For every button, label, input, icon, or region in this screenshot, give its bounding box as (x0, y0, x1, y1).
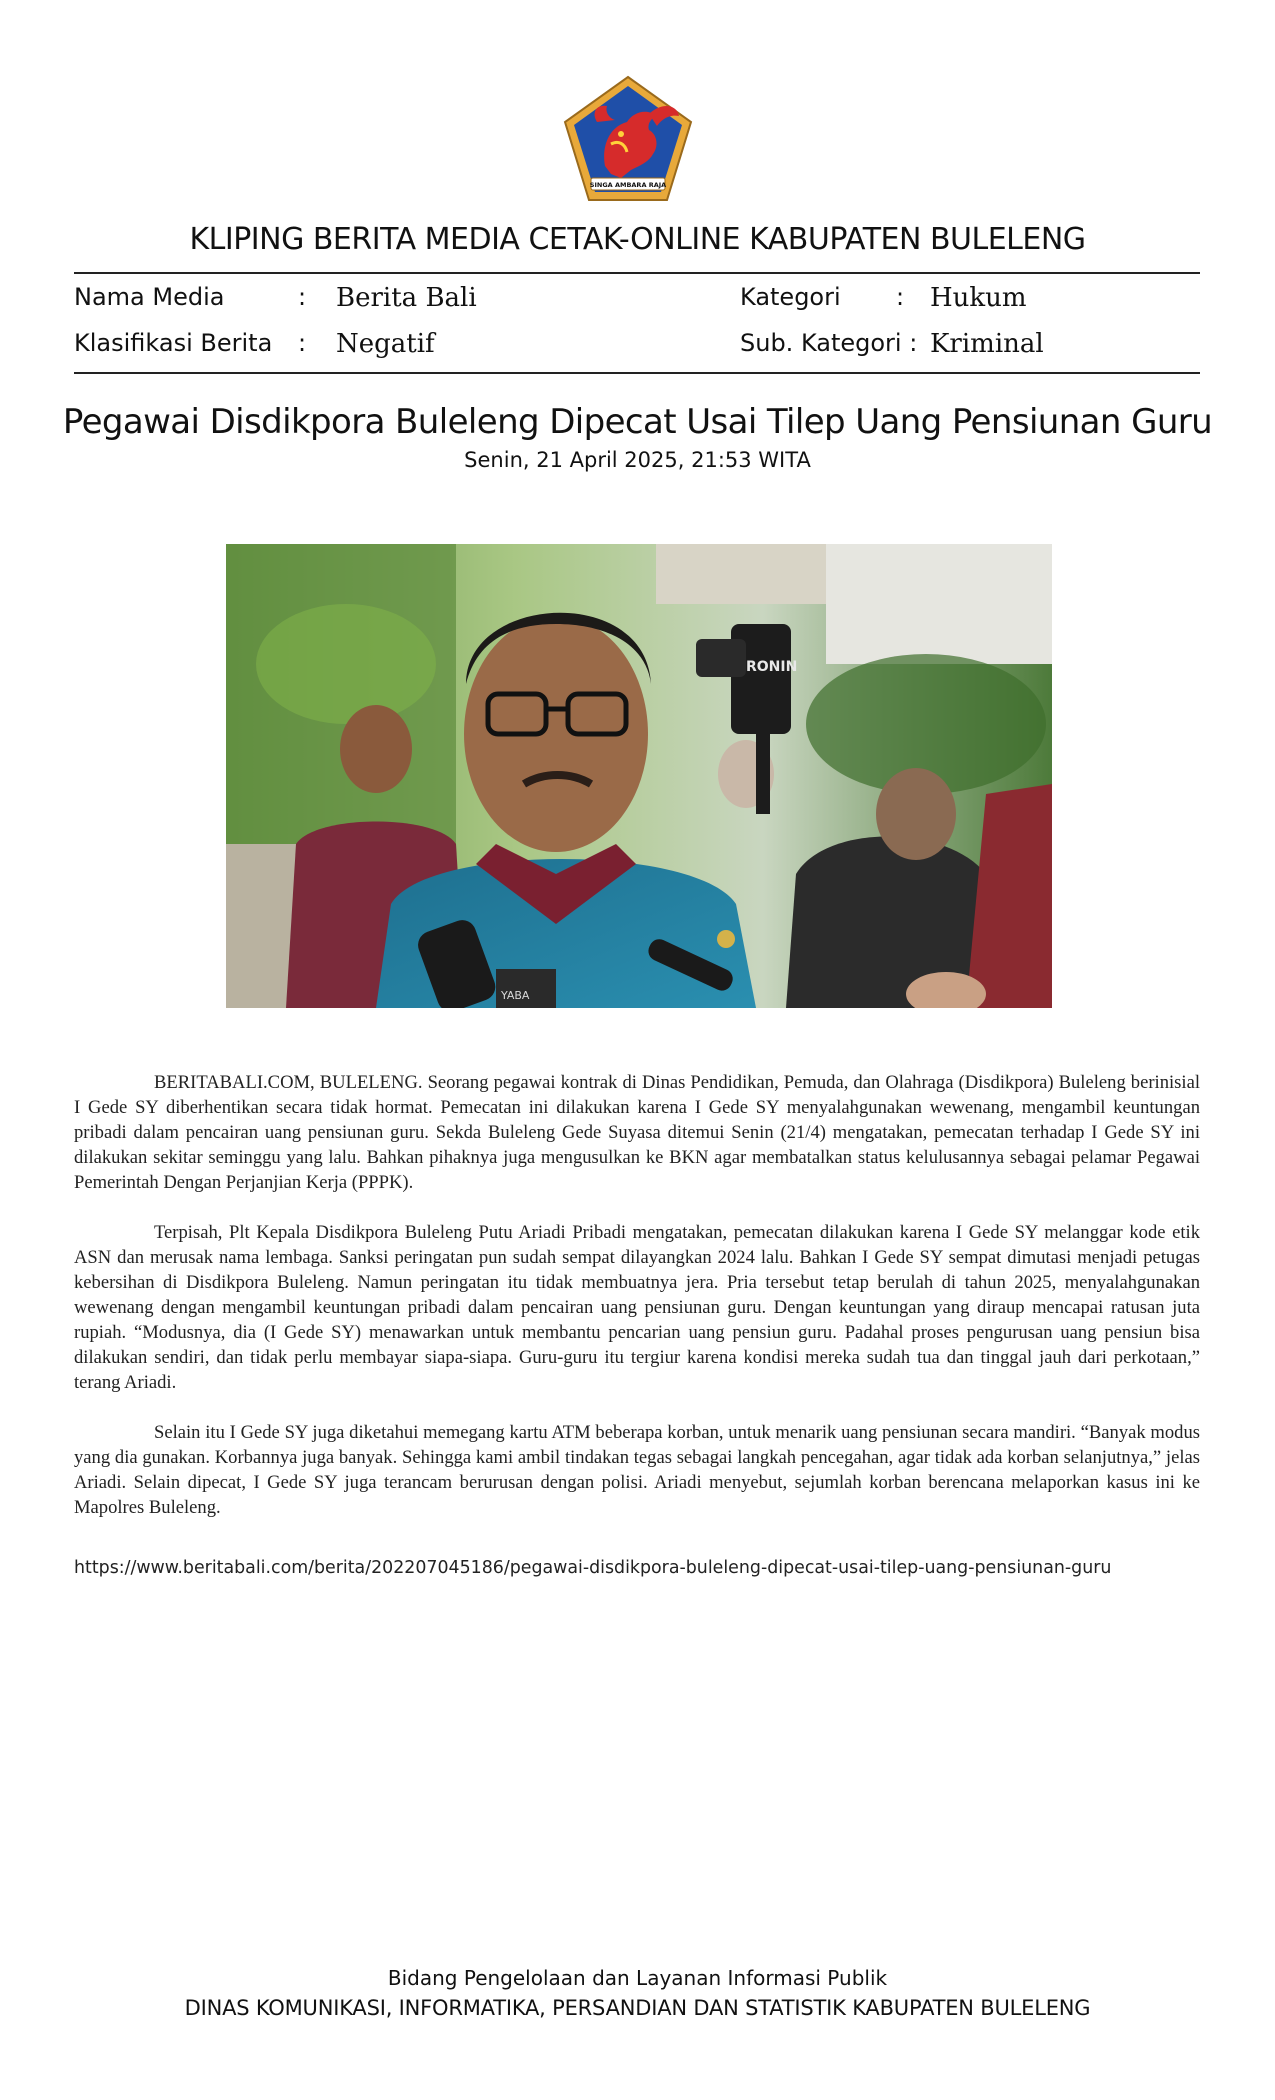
logo-motto: SINGA AMBARA RAJA (589, 181, 667, 189)
source-url-link[interactable]: https://www.beritabali.com/berita/202207045186/pegawai-disdikpora-buleleng-dipecat-usai-tilep-uang-pensiunan-guru (74, 1558, 1112, 1578)
clipping-header-title: KLIPING BERITA MEDIA CETAK-ONLINE KABUPATEN BULELENG (189, 222, 1086, 257)
header-bottom-divider (74, 372, 1200, 374)
singa-ambara-raja-emblem-icon (561, 74, 695, 204)
mic-name-tag: YABA (501, 989, 530, 1002)
article-body (74, 1070, 1200, 1545)
camera-brand-text: RONIN (746, 659, 798, 675)
kategori-colon: : (896, 283, 905, 311)
article-photo (226, 544, 1052, 1008)
header-top-divider (74, 272, 1200, 274)
article-paragraph: Selain itu I Gede SY juga diketahui memegang kartu ATM beberapa korban, untuk menarik uang pensiunan secara mandiri. “Banyak modus yang dia gunakan. Korbannya juga banyak. Sehingga kami ambil tindakan tegas sebagai langkah pencegahan, agar tidak ada korban selanjutnya,” jelas Ariadi. Selain dipecat, I Gede SY juga terancam berurusan dengan polisi. Ariadi menyebut, sejumlah korban berencana melaporkan kasus ini ke Mapolres Buleleng. (74, 1422, 1200, 1518)
subkategori-value: Kriminal (930, 329, 1044, 359)
klasifikasi-value: Negatif (336, 329, 435, 359)
kategori-value: Hukum (930, 283, 1027, 313)
media-colon: : (298, 283, 307, 311)
kategori-label: Kategori (740, 283, 841, 311)
article-paragraph: BERITABALI.COM, BULELENG. Seorang pegawai kontrak di Dinas Pendidikan, Pemuda, dan Olahraga (Disdikpora) Buleleng berinisial I Gede SY diberhentikan secara tidak hormat. Pemecatan ini dilakukan karena I Gede SY menyalahgunakan wewenang, mengambil keuntungan pribadi dalam pencairan uang pensiunan guru. Sekda Buleleng Gede Suyasa ditemui Senin (21/4) mengatakan, pemecatan terhadap I Gede SY ini dilakukan sekitar seminggu yang lalu. Bahkan pihaknya juga mengusulkan ke BKN agar membatalkan status kelulusannya sebagai pelamar Pegawai Pemerintah Dengan Perjanjian Kerja (PPPK). (74, 1072, 1200, 1193)
klasifikasi-colon: : (298, 329, 307, 357)
klasifikasi-label: Klasifikasi Berita (74, 329, 273, 357)
regency-logo (561, 74, 695, 204)
press-interview-photo (226, 544, 1052, 1008)
subkategori-label: Sub. Kategori : (740, 329, 918, 357)
footer-department: Bidang Pengelolaan dan Layanan Informasi Publik (387, 1966, 888, 1990)
article-date: Senin, 21 April 2025, 21:53 WITA (464, 448, 811, 472)
article-paragraph: Terpisah, Plt Kepala Disdikpora Buleleng Putu Ariadi Pribadi mengatakan, pemecatan dilakukan karena I Gede SY melanggar kode etik ASN dan merusak nama lembaga. Sanksi peringatan pun sudah sempat dilayangkan 2024 lalu. Bahkan I Gede SY sempat dimutasi menjadi petugas kebersihan di Disdikpora Buleleng. Namun peringatan itu tidak membuatnya jera. Pria tersebut tetap berulah di tahun 2025, menyalahgunakan wewenang dengan mengambil keuntungan pribadi dalam pencairan uang pensiunan guru. Dengan keuntungan yang diraup mencapai ratusan juta rupiah. “Modusnya, dia (I Gede SY) menawarkan untuk membantu pencarian uang pensiun guru. Padahal proses pengurusan uang pensiun bisa dilakukan sendiri, dan tidak perlu membayar siapa-siapa. Guru-guru itu tergiur karena kondisi mereka sudah tua dan tinggal jauh dari perkotaan,” terang Ariadi. (74, 1222, 1200, 1393)
footer-agency: DINAS KOMUNIKASI, INFORMATIKA, PERSANDIAN DAN STATISTIK KABUPATEN BULELENG (184, 1996, 1091, 2020)
article-headline: Pegawai Disdikpora Buleleng Dipecat Usai Tilep Uang Pensiunan Guru (62, 402, 1213, 442)
media-value: Berita Bali (336, 283, 477, 313)
media-label: Nama Media (74, 283, 225, 311)
